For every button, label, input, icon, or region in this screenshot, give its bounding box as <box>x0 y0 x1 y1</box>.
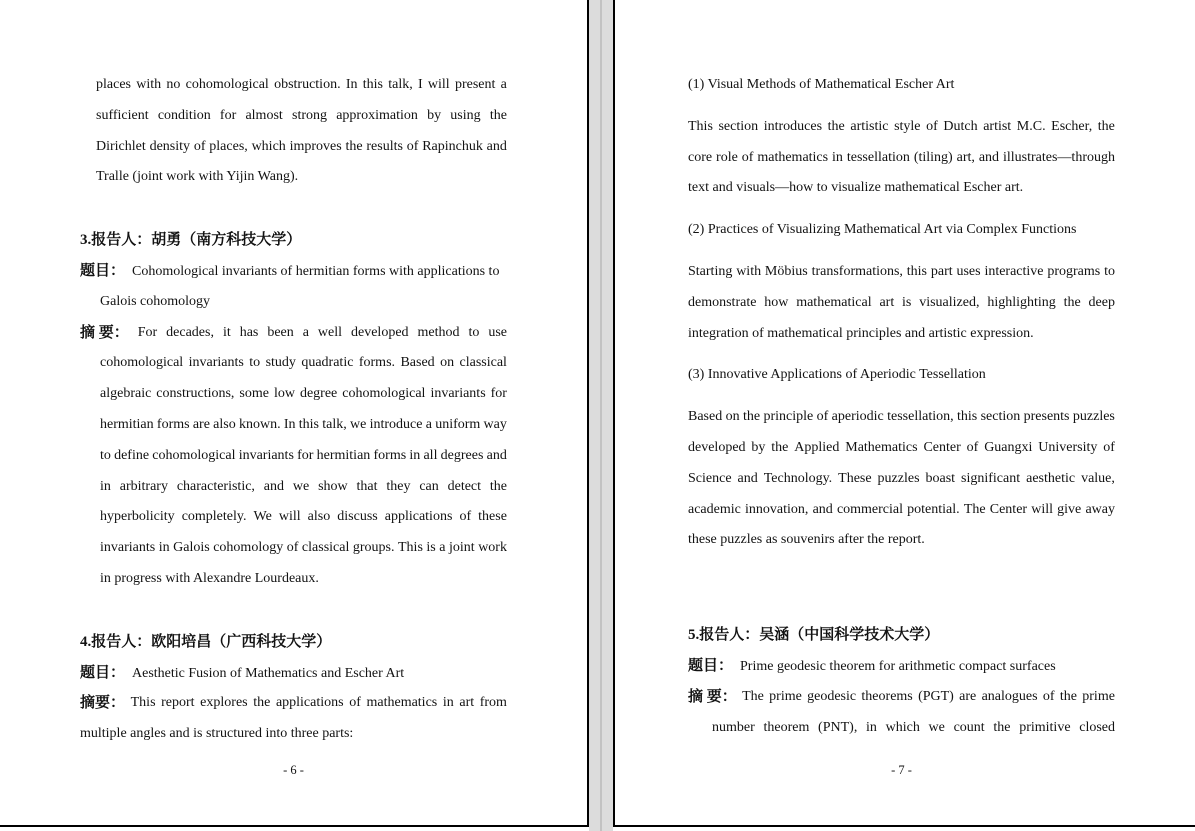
word: Dirichlet <box>96 138 146 154</box>
word: of <box>406 138 419 154</box>
word: groups. <box>352 540 395 556</box>
word: Escher, <box>1051 118 1093 134</box>
word: theorem <box>763 719 810 735</box>
talk4-title-text: Aesthetic Fusion of Mathematics and Escher Art <box>132 665 405 681</box>
word: the <box>771 439 789 455</box>
word: also <box>307 509 331 525</box>
word: places <box>96 77 131 92</box>
text-line <box>100 410 507 441</box>
page-gutter <box>589 0 613 831</box>
word: Rapinchuk <box>422 138 483 154</box>
word: all <box>423 447 438 463</box>
word: way <box>483 416 507 432</box>
word: illustrates—through <box>1003 149 1115 165</box>
talk3-title-continued <box>100 287 507 318</box>
word: talk, <box>322 416 347 432</box>
word: obstruction. <box>274 77 341 92</box>
word: applications <box>275 695 344 711</box>
word: it <box>222 324 231 340</box>
word: this <box>298 416 320 432</box>
word: improves <box>289 138 342 154</box>
word: artistic <box>850 118 889 134</box>
word: artist <box>983 118 1012 134</box>
word: a <box>500 77 507 92</box>
talk3-title <box>80 256 507 318</box>
word: aperiodic <box>831 409 884 425</box>
text-line <box>688 495 1115 526</box>
talk4-heading: 4.报告人：欧阳培昌（广西科技大学） <box>80 633 332 650</box>
word: with <box>136 77 162 92</box>
word: show <box>318 478 348 494</box>
word: by <box>751 439 766 455</box>
word: is <box>902 294 912 310</box>
word: cohomology <box>213 540 284 556</box>
word: invariants <box>188 355 244 371</box>
word: from <box>479 695 507 711</box>
word: and <box>737 470 758 486</box>
word: This <box>688 118 713 134</box>
text-line <box>688 112 1115 143</box>
word: are <box>959 688 977 704</box>
word: a <box>425 416 432 432</box>
word: algebraic <box>100 386 152 402</box>
word: completely. <box>181 509 247 525</box>
word: the <box>489 478 507 494</box>
word: results <box>366 138 403 154</box>
word: method <box>417 324 460 340</box>
word: significant <box>961 470 1021 486</box>
word: characteristic, <box>176 478 255 494</box>
word: principle <box>763 409 814 425</box>
word: academic <box>688 501 741 517</box>
word: Center <box>923 439 961 455</box>
word: Galois <box>173 540 210 556</box>
word: sufficient <box>96 107 149 123</box>
word: the <box>345 138 363 154</box>
word: and <box>263 478 285 494</box>
word: visualized, <box>919 294 980 310</box>
talk4-abstract-label: 摘要： <box>80 695 126 712</box>
word: joint <box>449 540 475 556</box>
word: with <box>736 263 762 279</box>
word: condition <box>157 107 211 123</box>
word: deep <box>1088 294 1115 310</box>
text-line <box>712 713 1115 744</box>
word: Möbius <box>764 263 808 279</box>
talk5-title <box>688 651 1115 682</box>
word: to <box>100 447 111 463</box>
word: potential. <box>907 501 960 517</box>
text-line: integration of mathematical principles and artistic expression. <box>688 325 1034 341</box>
text-line <box>100 472 507 503</box>
word: count <box>953 719 985 735</box>
word: the <box>993 719 1011 735</box>
word: prime <box>1082 688 1115 704</box>
talk4-title-line <box>80 658 507 689</box>
word: will <box>427 77 450 92</box>
word: define <box>114 447 150 463</box>
page-number-7: - 7 - <box>891 763 912 777</box>
word: in <box>866 719 877 735</box>
word: primitive <box>1019 719 1071 735</box>
document-page-6 <box>0 0 589 827</box>
word: for <box>219 107 237 123</box>
talk3-abstract-first-line <box>80 318 507 349</box>
word: developed <box>351 324 409 340</box>
text-line <box>100 379 507 410</box>
talk5-abstract <box>688 682 1115 744</box>
talk4-title <box>80 658 507 689</box>
talk5-title-text: Prime geodesic theorem for arithmetic compact surfaces <box>740 658 1056 674</box>
word: in <box>442 695 454 711</box>
word: style <box>894 118 921 134</box>
word: classical <box>301 540 350 556</box>
talk4-abstract-first-line <box>80 688 507 719</box>
word: applications <box>384 509 453 525</box>
word: they <box>386 478 411 494</box>
word: forms <box>156 416 190 432</box>
word: we <box>928 719 945 735</box>
talk3-title-label: 题目： <box>80 262 126 279</box>
word: in <box>100 478 111 494</box>
word: in <box>832 149 843 165</box>
word: has <box>239 324 259 340</box>
word: using <box>450 107 481 123</box>
word: hyperbolicity <box>100 509 175 525</box>
section2-paragraph <box>688 257 1115 349</box>
document-page-7 <box>613 0 1195 827</box>
talk5-abstract-first-line <box>688 682 1115 713</box>
talk5-abstract-body <box>712 713 1115 744</box>
word: on <box>725 409 740 425</box>
word: puzzles <box>877 470 920 486</box>
word: strong <box>292 107 327 123</box>
word: programs <box>1047 263 1101 279</box>
word: cohomological <box>152 447 236 463</box>
word: aesthetic <box>1026 470 1076 486</box>
text-line: these puzzles as souvenirs after the report. <box>688 532 925 548</box>
word: introduces <box>763 118 823 134</box>
word: of <box>459 509 472 525</box>
word: Center <box>989 501 1028 517</box>
talk3-abstract-label: 摘 要： <box>80 324 129 341</box>
word: in <box>409 447 421 463</box>
word: Starting <box>688 263 733 279</box>
word: mathematics <box>757 149 829 165</box>
word: art <box>879 294 895 310</box>
word: use <box>488 324 507 340</box>
word: will <box>278 509 301 525</box>
text-line <box>100 533 507 564</box>
word: transformations, <box>811 263 903 279</box>
word: hermitian <box>316 447 371 463</box>
word: we <box>350 416 367 432</box>
word: Technology. <box>763 470 833 486</box>
word: Science <box>688 470 732 486</box>
word: of <box>966 439 979 455</box>
section3-heading: (3) Innovative Applications of Aperiodic Tessellation <box>688 367 986 383</box>
section1-paragraph <box>688 112 1115 204</box>
word: presents <box>1023 409 1070 425</box>
word: approximation <box>336 107 418 123</box>
word: the <box>253 695 271 711</box>
word: on <box>440 355 455 371</box>
word: of <box>286 540 299 556</box>
text-line <box>688 143 1115 174</box>
word: how <box>764 294 789 310</box>
word: cohomological <box>100 355 184 371</box>
word: known. <box>238 416 281 432</box>
word: report <box>161 695 195 711</box>
word: analogues <box>981 688 1038 704</box>
word: University <box>1038 439 1098 455</box>
word: Dutch <box>943 118 978 134</box>
gutter-divider-line <box>600 0 602 831</box>
text-line: in progress with Alexandre Lourdeaux. <box>100 570 319 586</box>
word: forms. <box>358 355 396 371</box>
page-6-content <box>80 70 507 750</box>
text-line <box>100 441 507 472</box>
word: (PGT) <box>918 688 954 704</box>
word: the <box>1063 294 1081 310</box>
word: for <box>297 447 314 463</box>
word: of <box>1103 439 1115 455</box>
word: section <box>718 118 759 134</box>
word: the <box>1097 118 1115 134</box>
word: present <box>454 77 496 92</box>
talk5-title-line <box>688 651 1115 682</box>
word: to <box>1104 263 1115 279</box>
text-line: Tralle (joint work with Yijin Wang). <box>96 169 299 185</box>
word: and <box>978 149 1000 165</box>
word: this <box>956 409 978 425</box>
section2-heading: (2) Practices of Visualizing Mathematical Art via Complex Functions <box>688 222 1077 238</box>
word: some <box>239 386 269 402</box>
word: This <box>398 540 423 556</box>
word: also <box>213 416 236 432</box>
section1-heading: (1) Visual Methods of Mathematical Escher Art <box>688 77 955 92</box>
word: decades, <box>166 324 214 340</box>
word: which <box>251 138 286 154</box>
word: of <box>349 695 361 711</box>
word: constructions, <box>156 386 235 402</box>
word: talk, <box>388 77 413 92</box>
word: innovation, <box>745 501 809 517</box>
word: is <box>426 540 436 556</box>
word: this <box>906 263 928 279</box>
word: Based <box>400 355 435 371</box>
word: study <box>265 355 296 371</box>
word: section <box>980 409 1021 425</box>
word: role <box>716 149 738 165</box>
word: low <box>273 386 295 402</box>
talk5-title-label: 题目： <box>688 657 734 674</box>
word: a <box>302 324 309 340</box>
word: density <box>149 138 191 154</box>
word: value, <box>1081 470 1115 486</box>
word: classical <box>459 355 507 371</box>
word: geodesic <box>807 688 857 704</box>
talk3-title-line <box>80 256 507 287</box>
word: of <box>926 118 938 134</box>
word: core <box>688 149 713 165</box>
word: degree <box>299 386 338 402</box>
talk4-abstract-body <box>80 719 507 750</box>
word: the <box>489 107 507 123</box>
word: highlighting <box>987 294 1056 310</box>
word: this <box>362 77 383 92</box>
word: the <box>742 409 761 425</box>
word: uses <box>956 263 981 279</box>
talk5-abstract-label: 摘 要： <box>688 688 737 705</box>
word: invariants <box>430 386 486 402</box>
word: number <box>712 719 755 735</box>
word: The <box>963 501 986 517</box>
word: cohomological <box>185 77 269 92</box>
word: mathematical <box>796 294 872 310</box>
word: mathematics <box>366 695 438 711</box>
word: M.C. <box>1016 118 1046 134</box>
talk3-title-text: Cohomological invariants of hermitian forms with applications to <box>132 263 500 279</box>
word: which <box>885 719 920 735</box>
word: We <box>253 509 272 525</box>
word: art, <box>956 149 975 165</box>
talk3-abstract <box>80 318 507 595</box>
word: (tiling) <box>913 149 953 165</box>
talk4-abstract <box>80 688 507 750</box>
word: commercial <box>836 501 904 517</box>
word: In <box>283 416 296 432</box>
word: developed <box>688 439 746 455</box>
word: of <box>1042 688 1055 704</box>
text-line <box>688 257 1115 288</box>
word: I <box>417 77 423 92</box>
word: forms <box>373 447 407 463</box>
word: part <box>930 263 953 279</box>
word: no <box>166 77 181 92</box>
word: been <box>267 324 294 340</box>
word: will <box>1031 501 1054 517</box>
word: quadratic <box>301 355 354 371</box>
word: these <box>478 509 507 525</box>
page-number-6: - 6 - <box>283 763 304 777</box>
talk5-heading: 5.报告人：吴涵（中国科学技术大学） <box>688 627 940 644</box>
word: demonstrate <box>688 294 757 310</box>
word: to <box>468 324 480 340</box>
text-line <box>100 348 507 379</box>
word: hermitian <box>100 416 154 432</box>
text-line <box>96 70 507 101</box>
word: and <box>486 138 507 154</box>
word: closed <box>1079 719 1115 735</box>
word: invariants <box>238 447 294 463</box>
section3-paragraph <box>688 402 1115 556</box>
word: For <box>137 324 158 340</box>
word: arbitrary <box>119 478 168 494</box>
text-line: Galois cohomology <box>100 293 211 309</box>
word: of <box>816 409 829 425</box>
text-line <box>96 101 507 132</box>
word: cohomological <box>342 386 426 402</box>
word: the <box>827 118 845 134</box>
word: interactive <box>984 263 1044 279</box>
word: give <box>1057 501 1082 517</box>
word: boast <box>925 470 956 486</box>
word: explores <box>200 695 248 711</box>
word: Based <box>688 409 723 425</box>
word: almost <box>245 107 283 123</box>
word: the <box>1059 688 1077 704</box>
word: of <box>741 149 754 165</box>
word: for <box>490 386 507 402</box>
word: and <box>812 501 833 517</box>
word: This <box>130 695 156 711</box>
page-7-content <box>688 70 1115 743</box>
word: introduce <box>369 416 423 432</box>
word: a <box>439 540 446 556</box>
text-line <box>688 433 1115 464</box>
word: Applied <box>794 439 840 455</box>
word: tessellation <box>846 149 910 165</box>
text-line <box>688 402 1115 433</box>
word: degrees <box>440 447 484 463</box>
word: (PNT), <box>818 719 858 735</box>
text-line <box>96 132 507 163</box>
word: art <box>459 695 475 711</box>
word: places, <box>209 138 248 154</box>
word: well <box>317 324 343 340</box>
text-line <box>688 288 1115 319</box>
word: that <box>356 478 378 494</box>
word: tessellation, <box>887 409 954 425</box>
continued-abstract-paragraph <box>96 70 507 193</box>
word: In <box>345 77 358 92</box>
word: These <box>838 470 872 486</box>
word: by <box>427 107 442 123</box>
word: and <box>486 447 507 463</box>
text-line <box>100 502 507 533</box>
text-line: text and visuals—how to visualize mathematical Escher art. <box>688 180 1024 196</box>
word: of <box>193 138 206 154</box>
word: Mathematics <box>845 439 918 455</box>
text-line: multiple angles and is structured into three parts: <box>80 726 354 742</box>
talk3-abstract-body <box>100 348 507 594</box>
word: The <box>742 688 764 704</box>
word: detect <box>447 478 482 494</box>
word: in <box>158 540 170 556</box>
word: theorems <box>861 688 913 704</box>
word: prime <box>769 688 802 704</box>
word: we <box>292 478 310 494</box>
talk3-heading: 3.报告人：胡勇（南方科技大学） <box>80 232 302 249</box>
talk4-title-label: 题目： <box>80 664 126 681</box>
word: invariants <box>100 540 156 556</box>
word: Guangxi <box>984 439 1033 455</box>
word: discuss <box>337 509 378 525</box>
text-line <box>688 464 1115 495</box>
word: away <box>1085 501 1115 517</box>
word: to <box>249 355 261 371</box>
word: uniform <box>435 416 481 432</box>
word: work <box>478 540 507 556</box>
word: puzzles <box>1072 409 1115 425</box>
word: can <box>419 478 439 494</box>
word: are <box>192 416 210 432</box>
